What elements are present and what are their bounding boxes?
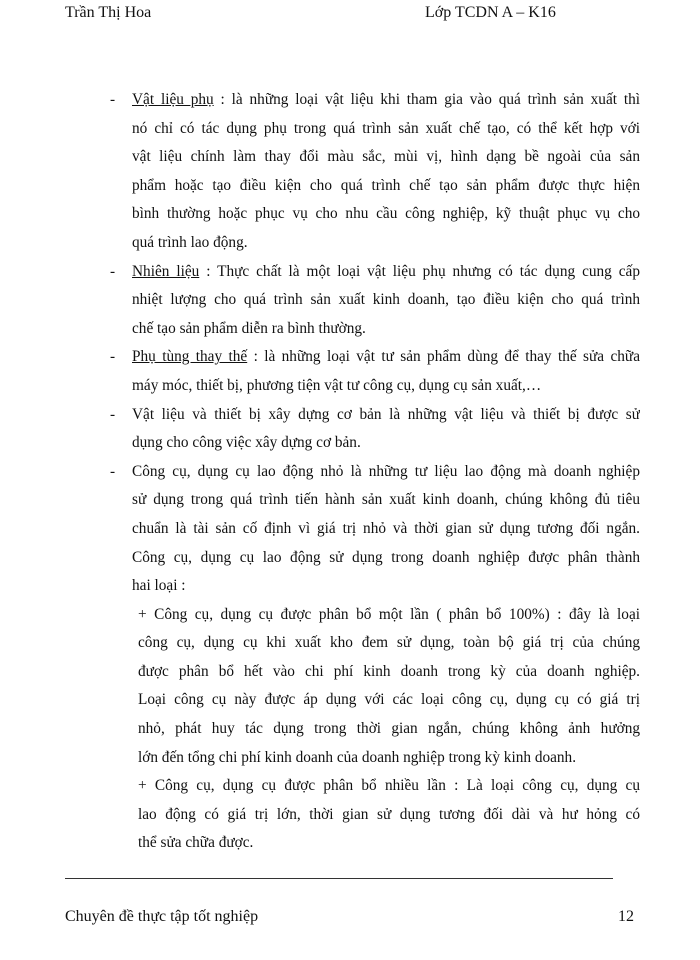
line-text: dụng cho công việc xây dựng cơ bản. xyxy=(132,434,361,452)
paragraph-text xyxy=(132,544,640,573)
line-text: vật liệu chính làm thay đổi màu sắc, mùi vị, hình dạng bề ngoài của sản xyxy=(132,148,640,166)
paragraph-text xyxy=(132,258,640,287)
text-line xyxy=(0,115,700,144)
line-text: máy móc, thiết bị, phương tiện vật tư công cụ, dụng cụ sản xuất,… xyxy=(132,376,542,394)
text-line xyxy=(0,515,700,544)
paragraph-text xyxy=(138,601,640,630)
term-heading: Vật liệu phụ xyxy=(132,91,214,108)
paragraph-text xyxy=(138,686,640,715)
text-line xyxy=(0,801,700,830)
paragraph-text xyxy=(132,115,640,144)
line-text: phẩm hoặc tạo điều kiện cho quá trình chế tạo sản phẩm được thực hiện xyxy=(132,176,640,194)
text-line xyxy=(0,572,700,601)
footer-title: Chuyên đề thực tập tốt nghiệp xyxy=(65,908,259,925)
text-line xyxy=(0,629,700,658)
line-text: nhỏ, phát huy tác dụng trong thời gian ngắn, chúng không ảnh hưởng xyxy=(138,720,640,738)
text-line xyxy=(0,458,700,487)
line-text: + Công cụ, dụng cụ được phân bổ nhiều lần : Là loại công cụ, dụng cụ xyxy=(138,777,640,795)
text-line xyxy=(0,686,700,715)
paragraph-text xyxy=(138,744,640,773)
paragraph-text xyxy=(132,315,640,344)
text-line xyxy=(0,258,700,287)
bullet-dash: - xyxy=(110,91,116,108)
text-line xyxy=(0,486,700,515)
line-text: bình thường hoặc phục vụ cho nhu cầu công nghiệp, kỹ thuật phục vụ cho xyxy=(132,205,640,223)
line-text: thể sửa chữa được. xyxy=(138,834,254,852)
bullet-dash: - xyxy=(110,405,116,423)
line-text: : là những loại vật tư sản phẩm dùng để thay thế sửa chữa xyxy=(247,348,640,366)
paragraph-text xyxy=(138,658,640,687)
line-text: quá trình lao động. xyxy=(132,233,248,251)
paragraph-text xyxy=(138,715,640,744)
line-text: lớn đến tổng chi phí kinh doanh của doanh nghiệp trong kỳ kinh doanh. xyxy=(138,748,577,766)
paragraph-text xyxy=(132,143,640,172)
term-heading: Nhiên liệu xyxy=(132,262,200,280)
bullet-dash: - xyxy=(110,462,116,480)
paragraph-text xyxy=(132,486,640,515)
paragraph-text xyxy=(138,801,640,830)
line-text: chế tạo sản phẩm diễn ra bình thường. xyxy=(132,319,366,337)
paragraph-text xyxy=(132,372,640,401)
paragraph-text xyxy=(138,772,640,801)
term-heading: Phụ tùng thay thế xyxy=(132,348,248,366)
line-text: lao động có giá trị lớn, thời gian sử dụng tương đối dài và hư hỏng có xyxy=(138,805,640,823)
text-line xyxy=(0,715,700,744)
text-line xyxy=(0,658,700,687)
text-line xyxy=(0,401,700,430)
paragraph-text xyxy=(132,343,640,372)
text-line xyxy=(0,544,700,573)
header-class: Lớp TCDN A – K16 xyxy=(425,4,556,21)
text-line xyxy=(0,343,700,372)
line-text: hai loại : xyxy=(132,577,186,595)
line-text: Vật liệu và thiết bị xây dựng cơ bản là những vật liệu và thiết bị được sử xyxy=(132,405,640,423)
line-text: sử dụng trong quá trình tiến hành sản xuất kinh doanh, chúng không đủ tiêu xyxy=(132,491,640,509)
paragraph-text xyxy=(132,458,640,487)
text-line xyxy=(0,200,700,229)
text-line xyxy=(0,229,700,258)
line-text: Công cụ, dụng cụ lao động nhỏ là những tư liệu lao động mà doanh nghiệp xyxy=(132,462,640,480)
document-body xyxy=(0,86,700,858)
bullet-dash: - xyxy=(110,348,116,366)
paragraph-text xyxy=(132,229,640,258)
header-author: Trần Thị Hoa xyxy=(65,4,152,21)
text-line xyxy=(0,286,700,315)
line-text: được phân bổ hết vào chi phí kinh doanh trong kỳ của doanh nghiệp. xyxy=(138,662,640,680)
line-text: Công cụ, dụng cụ lao động sử dụng trong doanh nghiệp được phân thành xyxy=(132,548,640,566)
text-line xyxy=(0,601,700,630)
paragraph-text xyxy=(132,401,640,430)
line-text: nó chỉ có tác dụng phụ trong quá trình sản xuất chế tạo, có thể kết hợp với xyxy=(132,119,640,137)
bullet-dash: - xyxy=(110,262,116,280)
text-line xyxy=(0,86,700,115)
line-text: nhiệt lượng cho quá trình sản xuất kinh doanh, tạo điều kiện cho quá trình xyxy=(132,291,640,309)
line-text: Loại công cụ này được áp dụng với các loại công cụ, dụng cụ có giá trị xyxy=(138,691,640,709)
text-line xyxy=(0,315,700,344)
text-line xyxy=(0,429,700,458)
text-line xyxy=(0,744,700,773)
text-line xyxy=(0,829,700,858)
text-line xyxy=(0,143,700,172)
line-text: công cụ, dụng cụ khi xuất kho đem sử dụng, toàn bộ giá trị của chúng xyxy=(138,634,640,652)
paragraph-text xyxy=(132,286,640,315)
paragraph-text xyxy=(132,515,640,544)
line-text: : là những loại vật liệu khi tham gia vào quá trình sản xuất thì xyxy=(213,91,640,108)
line-text: chuẩn là tài sản cố định vì giá trị nhỏ và thời gian sử dụng tương đối ngắn. xyxy=(132,519,640,537)
paragraph-text xyxy=(138,829,640,858)
text-line xyxy=(0,172,700,201)
paragraph-text xyxy=(132,572,640,601)
page-number: 12 xyxy=(618,908,634,925)
paragraph-text xyxy=(138,629,640,658)
line-text: + Công cụ, dụng cụ được phân bổ một lần ( phân bổ 100%) : đây là loại xyxy=(138,605,640,623)
text-line xyxy=(0,772,700,801)
text-line xyxy=(0,372,700,401)
footer-divider xyxy=(65,878,613,879)
line-text: : Thực chất là một loại vật liệu phụ nhưng có tác dụng cung cấp xyxy=(199,262,640,280)
paragraph-text xyxy=(132,429,640,458)
paragraph-text xyxy=(132,86,640,115)
paragraph-text xyxy=(132,200,640,229)
paragraph-text xyxy=(132,172,640,201)
